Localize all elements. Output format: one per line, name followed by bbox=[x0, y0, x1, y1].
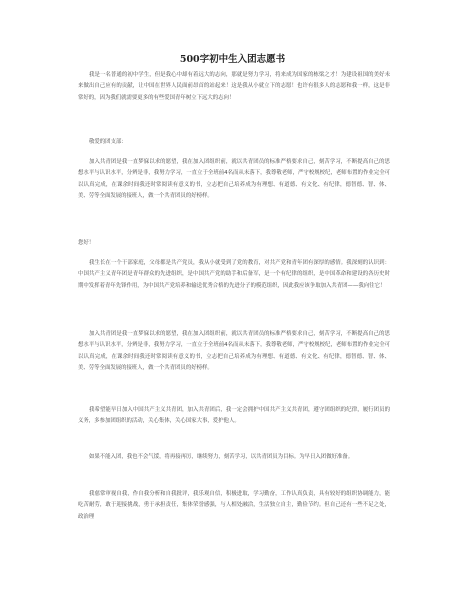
paragraph-body: 加入共青团是我一直梦寐以求的愿望，我在加入团组织前，就以共青团员的标准严格要求自己，刻苦学习，不断提高自己的思想水平与认识水平，分辨是非，我努力学习，一直立于全班前4名而从未落下，我尊敬老师，严守校规校纪，老师布置的作业完全可以认真完成，在课余时间我还时常阅读有意义的书，立志把自己培养成为有理想、有道德、有文化、有纪律，德智德、智、体、美、劳等全面发展的接班人，做一个共青团员的好榜样。 bbox=[78, 331, 390, 371]
document-title: 500字初中生入团志愿书 bbox=[179, 54, 286, 65]
paragraph-intro: 我是一名普通的初中学生，但是我心中却有着远大的志向，那就是努力学习，将来成为国家的栋梁之才！为建设祖国的美好未来做出自己应有的贡献，让中国在世界人民面前昂首的站起来！这是我从小就立下的志愿！也许有很多人的志愿和我一样，这是非常好的，因为我们就需要更多的有些爱国青年树立下远大的志向！ bbox=[78, 72, 390, 101]
paragraph-body: 我慈常审视自我，作自我分析和自我批评，我乐观自信，积极进取，学习勤奋，工作认真负责，具有较好的组织协调能力，能吃苦耐劳，敢于迎接挑战，勇于承担责任，集体荣誉感强，与人相处融洽，生活独立自主，勤俭节约。但自己还有一些不足之处，政治理 bbox=[78, 491, 390, 520]
paragraph-greeting: 您好！ bbox=[78, 240, 95, 246]
paragraph-body: 我生长在一个干部家庭，父母都是共产党员，我从小就受到了党的教育，对共产党和青年团有深厚的感情。我深刻的认识到：中国共产主义青年团是青年群众的先进组织，是中国共产党的助手和后备军，是一个有纪律的组织，是中国革命和建设的各历史时期中发挥着青年先锋作用，为中国共产党培养和输送优秀合格的先进分子的模范组织，因此我应该争取加入共青团——我向往它！ bbox=[78, 260, 390, 289]
paragraph-body: 如果不能入团，我也不会气馁，将再接再厉，继续努力，刻苦学习，以共青团员为目标。为早日入团做好准备。 bbox=[89, 454, 354, 460]
paragraph-body: 加入共青团是我一直梦寐以求的愿望，我在加入团组织前，就以共青团员的标准严格要求自己，刻苦学习，不断提高自己的思想水平与认识水平，分辨是非，我努力学习，一直立于全班前4名而从未落下，我尊敬老师，严守校规校纪，老师布置的作业完全可以认真完成，在课余时间我还时常阅读有意义的书，立志把自己培养成为有理想、有道德、有文化、有纪律，德智德、智、体、美、劳等全面发展的接班人，做一个共青团员的好榜样。 bbox=[78, 159, 390, 199]
paragraph-body: 我希望能早日加入中国共产主义共青团，加入共青团后，我一定会拥护中国共产主义共青团，遵守团组织的纪律，履行团员的义务，多参加团组织的活动，关心集体，关心国家大事，爱护他人。 bbox=[78, 407, 390, 425]
paragraph-salutation: 敬爱的团支部： bbox=[89, 139, 127, 145]
